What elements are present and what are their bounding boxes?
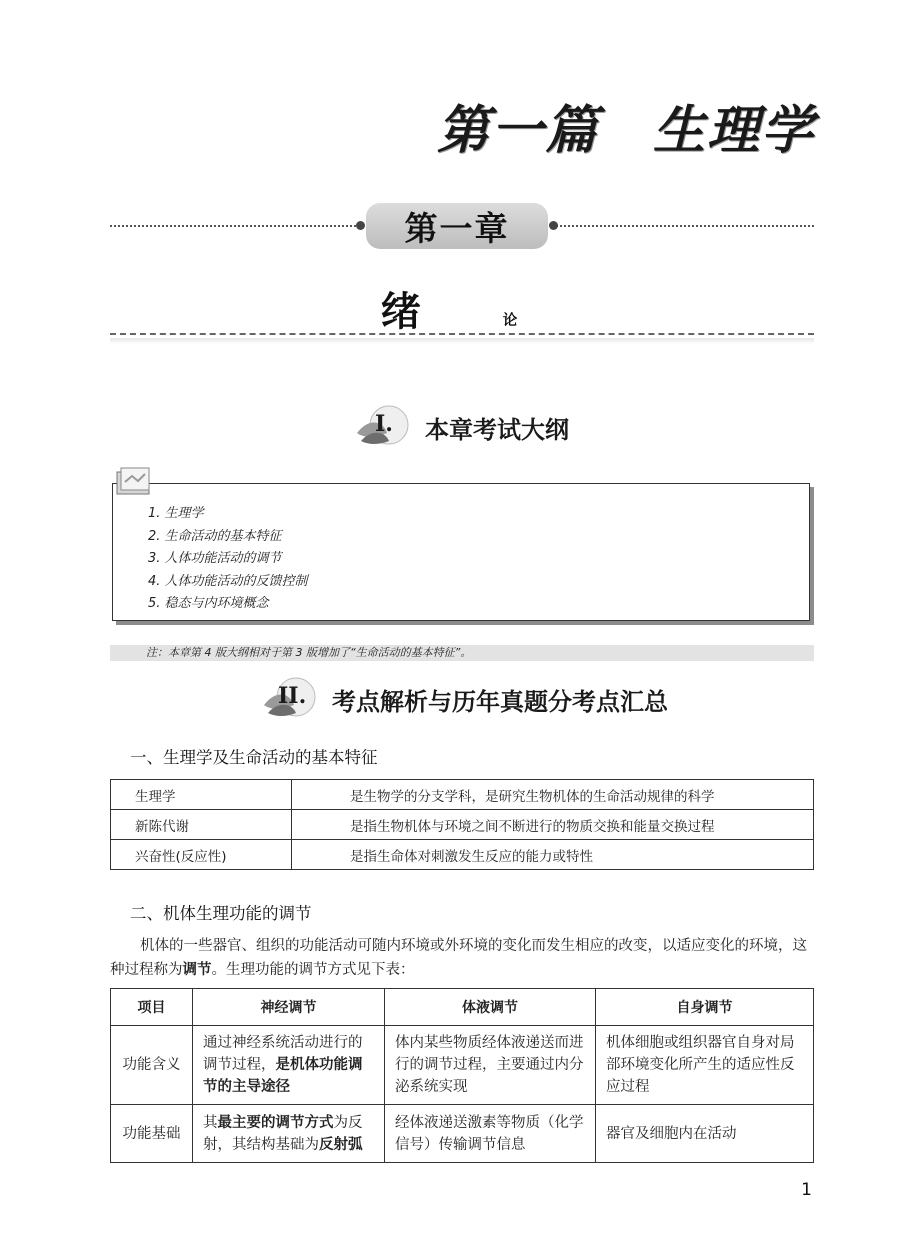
section-1-title: 本章考试大纲	[425, 414, 569, 444]
paragraph-text-end: 。生理功能的调节方式见下表：	[211, 962, 415, 978]
cell-text-bold: 最主要的调节方式	[217, 1114, 334, 1131]
divider-dot-right	[549, 221, 558, 230]
table-header-row	[111, 989, 814, 1026]
section-2-numeral: II.	[278, 683, 307, 709]
syllabus-item: 4. 人体功能活动的反馈控制	[148, 573, 308, 589]
table-row	[111, 780, 814, 810]
table-row	[111, 840, 814, 870]
chapter-title-char-2: 论	[502, 313, 520, 329]
cell-text: 通过神经系统活动进行的调节过程，	[203, 1035, 363, 1073]
divider-dot-left	[356, 221, 365, 230]
note-bar	[110, 645, 814, 661]
table-row	[111, 1105, 814, 1163]
subheading-1: 一、生理学及生命活动的基本特征	[130, 748, 378, 767]
table-cell-neural	[193, 1026, 385, 1105]
row-label: 功能基础	[111, 1105, 193, 1163]
section-2-header	[262, 675, 668, 723]
cell-text-bold: 反射弧	[319, 1136, 363, 1153]
column-header: 神经调节	[193, 989, 385, 1026]
table-cell-term: 新陈代谢	[111, 810, 292, 840]
table-cell-neural	[193, 1105, 385, 1163]
table-cell-auto: 器官及细胞内在活动	[596, 1105, 814, 1163]
table-row	[111, 1026, 814, 1105]
page-number: 1	[801, 1180, 812, 1200]
chapter-label: 第一章	[366, 203, 548, 249]
subheading-2: 二、机体生理功能的调节	[130, 904, 312, 923]
table-cell-humoral: 体内某些物质经体液递送而进行的调节过程，主要通过内分泌系统实现	[385, 1026, 596, 1105]
section-2-title: 考点解析与历年真题分考点汇总	[332, 686, 668, 716]
leaf-badge-icon	[355, 403, 413, 451]
paragraph-bold-term: 调节	[182, 962, 212, 978]
table-cell-humoral: 经体液递送激素等物质（化学信号）传输调节信息	[385, 1105, 596, 1163]
chapter-underline	[110, 333, 814, 335]
part-title: 第一篇 生理学	[436, 101, 815, 161]
paragraph-text: 机体的一些器官、组织的功能活动可随内环境或外环境的变化而发生相应的改变，以适应变化的环境，这种过程称为	[110, 938, 807, 978]
syllabus-item: 2. 生命活动的基本特征	[148, 528, 282, 544]
cell-text: 其	[203, 1114, 218, 1131]
section-1-header	[355, 403, 569, 451]
chapter-divider-right	[556, 225, 814, 227]
syllabus-item: 1. 生理学	[148, 506, 204, 521]
leaf-badge-icon	[262, 675, 320, 723]
notepad-icon	[116, 466, 152, 496]
syllabus-item: 3. 人体功能活动的调节	[148, 551, 282, 566]
column-header: 体液调节	[385, 989, 596, 1026]
table-cell-definition: 是生物学的分支学科，是研究生物机体的生命活动规律的科学	[292, 780, 814, 810]
table-cell-term: 生理学	[111, 780, 292, 810]
table-cell-term: 兴奋性(反应性)	[111, 840, 292, 870]
column-header: 项目	[111, 989, 193, 1026]
definition-table	[110, 779, 814, 870]
regulation-paragraph	[110, 934, 814, 982]
table-cell-definition: 是指生物机体与环境之间不断进行的物质交换和能量交换过程	[292, 810, 814, 840]
table-row	[111, 810, 814, 840]
note-text: 注：本章第 4 版大纲相对于第 3 版增加了“生命活动的基本特征”。	[146, 646, 472, 659]
table-cell-auto: 机体细胞或组织器官自身对局部环境变化所产生的适应性反应过程	[596, 1026, 814, 1105]
section-1-numeral: I.	[375, 411, 393, 437]
chapter-title-char-1: 绪	[380, 288, 423, 335]
syllabus-item: 5. 稳态与内环境概念	[148, 596, 269, 611]
chapter-divider-left	[110, 225, 360, 227]
regulation-table	[110, 988, 814, 1163]
table-cell-definition: 是指生命体对刺激发生反应的能力或特性	[292, 840, 814, 870]
cell-text: 为反射，其结构基础为	[203, 1114, 363, 1153]
row-label: 功能含义	[111, 1026, 193, 1105]
column-header: 自身调节	[596, 989, 814, 1026]
syllabus-list	[148, 503, 308, 616]
chapter-underline-shadow	[110, 338, 814, 344]
cell-text-bold: 是机体功能调节的主导途径	[203, 1057, 363, 1095]
chapter-title	[0, 280, 900, 337]
